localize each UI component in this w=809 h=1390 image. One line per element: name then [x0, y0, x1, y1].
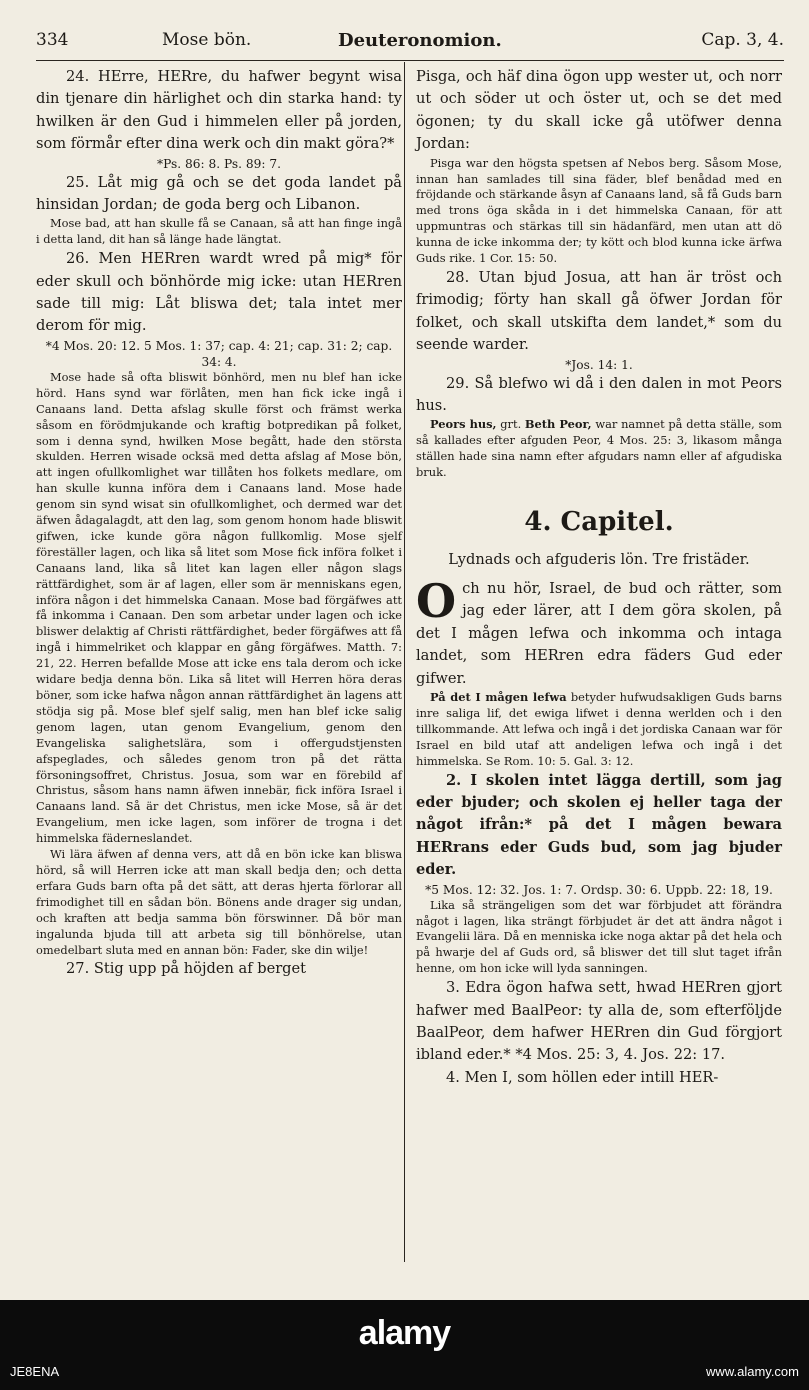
commentary-paragraph — [416, 690, 782, 770]
commentary-paragraph — [416, 417, 782, 481]
site-url: www.alamy.com — [706, 1364, 799, 1379]
cross-reference: *Ps. 86: 8. Ps. 89: 7. — [157, 156, 281, 171]
commentary-text: grt. — [496, 417, 525, 432]
verse-paragraph: 3. Edra ögon hafwa sett, hwad HERren gjort hafwer med BaalPeor: ty alla de, som efterföljde BaalPeor, dem hafwer HERren din Gud förgjort ibland eder.* *4 Mos. 25: 3, 4. Jos. 22: 17. — [416, 979, 782, 1064]
image-code: JE8ENA — [10, 1364, 60, 1379]
drop-cap: O — [416, 574, 457, 629]
chapter-reference: Cap. 3, 4. — [701, 30, 784, 50]
page-title: Deuteronomion. — [338, 30, 502, 51]
cross-reference: *Jos. 14: 1. — [565, 357, 633, 372]
page-number: 334 — [36, 30, 69, 50]
verse-paragraph: 29. Så blefwo wi då i den dalen in mot Peors hus. — [416, 374, 782, 414]
verse-paragraph: 26. Men HERren wardt wred på mig* för eder skull och bönhörde mig icke: utan HERren sade till mig: Låt bliswa det; tala intet mer derom för mig. — [36, 250, 402, 335]
commentary-text: war namnet på detta ställe, som så kallades efter afguden Peor, 4 Mos. 25: 3, likasom många ställen hade sina namn efter afgudars namn eller af afgudiska bruk. — [416, 417, 782, 480]
watermark-banner — [0, 1300, 809, 1390]
commentary-paragraph: Wi lära äfwen af denna vers, att då en bön icke kan bliswa hörd, så will Herren icke att man skall bedja den; och detta erfara Guds barn ofta på det sätt, att deras hjerta förlorar all frimodighet till en sådan bön. Bönens ande drager sig undan, och kraften att bedja samma bön förswinner. Då bör man ingalunda bjuda till att arbeta sig till bönhörelse, utan omedelbart sluta med en annan bön: Fader, ske din wilje! — [36, 847, 402, 957]
banner-logo: alamy — [358, 1314, 451, 1352]
chapter-subtitle: Lydnads och afguderis lön. Tre fristäder. — [448, 551, 750, 569]
book-name: Mose bön. — [162, 30, 252, 50]
verse-paragraph: 27. Stig upp på höjden af berget — [66, 960, 307, 978]
running-header — [36, 30, 784, 58]
commentary-text: betyder hufwudsakligen Guds barns inre saliga lif, det ewiga lifwet i denna werlden och i den tillkommande. Att lefwa och ingå i det jordiska Canaan war för Israel en bild utaf att andeligen lefwa och ingå i det himmelska. Se Rom. 10: 5. Gal. 3: 12. — [416, 690, 783, 768]
commentary-keyword: Beth Peor, — [524, 417, 592, 432]
commentary-keyword: På det I mågen lefwa — [430, 690, 567, 705]
verse-text: ch nu hör, Israel, de bud och rätter, som jag eder lärer, att I dem göra skolen, på det I mågen lefwa och inkomma och intaga landet, som HERren edra fäders Gud eder gifwer. — [416, 580, 782, 687]
commentary-paragraph: Pisga war den högsta spetsen af Nebos berg. Såsom Mose, innan han samlades till sina fäder, blef benådad med en fröjdande och stärkande åsyn af Canaans land, så få Guds barn med trons öga skåda in i det himmelska Canaan, för att uppmuntras och stärkas till sin hädanfärd, men utan att dö kunna de icke inkomma der; ty kött och blod kunna icke ärfwa Guds rike. 1 Cor. 15: 50. — [416, 155, 782, 266]
right-column — [416, 66, 782, 1089]
commentary-paragraph: Mose hade så ofta bliswit bönhörd, men nu blef han icke hörd. Hans synd war förlåten, men han fick icke ingå i Canaans land. Detta afslag skulle först och främst werka såsom en förödmjukande och kraftig botpredikan på folket, som i denna synd, hwilken Mose begått, hade den största skulden. Herren wisade ocksä med detta afslag af Mose bön, att ingen ofullkomlighet war tillåten hos folkets medlare, om han skulle kunna införa dem i Canaans land. Mose hade genom sin synd wisat sin ofullkomlighet, och dermed war det äfwen ådagalagdt, att den lag, som genom honom hade bliswit gifwen, icke kunde göra någon fullkomlig. Mose sjelf föreställer lagen, och lika så litet som Mose fick införa folket i Canaans land, lika så litet kan lagen eller någon slags rättfärdighet, som är af lagen, eller som är menniskans egen, införa någon i det himmelska Canaan. Mose bad förgäfwes att få inkomma i Canaan. Den som arbetar under lagen och icke bliswer delaktig af Christi rättfärdighet, beder förgäfwes att få ingå i himmelriket och klappar en gång förgäfwes. Matth. 7: 21, 22. Herren befallde Mose att icke ens tala derom och icke widare bedja denna bön. Lika så litet will Herren höra deras böner, som icke hafwa någon annan rättfärdighet än lagens att stödja sig på. Mose blef sjelf salig, men han blef icke salig genom lagen, utan genom Evangelium, genom den Evangeliska salighetslära, som i offergudstjensten afspeglades, och således genom tron på det rätta försoningsoffret, Christus. Josua, som war en förebild af Christus, såsom hans namn äfwen innebär, fick införa Israel i Canaans land. Så är det Christus, men icke Mose, så är det Evangelium, men icke lagen, som införer de trogna i det himmelska fäderneslandet. — [36, 369, 402, 846]
verse-paragraph: 28. Utan bjud Josua, att han är tröst och frimodig; förty han skall gå öfwer Jordan för folket, och skall utskifta dem landet,* som du seende warder. — [416, 268, 782, 354]
commentary-keyword: Peors hus, — [430, 417, 497, 432]
verse-paragraph-bold: 2. I skolen intet lägga dertill, som jag eder bjuder; och skolen ej heller taga der något ifrån:* på det I mågen bewara HERrans eder Guds bud, som jag bjuder eder. — [416, 771, 782, 879]
column-divider — [404, 62, 405, 1262]
verse-paragraph — [416, 574, 782, 690]
commentary-paragraph: Lika så strängeligen som det war förbjudet att förändra något i lagen, lika strängt förbjudet är det att ändra något i Evangelii lära. Då en menniska icke noga aktar på det hela och på hwarje del af Guds ord, så bliswer det till slut taget ifrån henne, om hon icke will lyda sanningen. — [416, 897, 782, 976]
verse-paragraph: 25. Låt mig gå och se det goda landet på hinsidan Jordan; de goda berg och Libanon. — [36, 173, 402, 214]
commentary-paragraph: Mose bad, att han skulle få se Canaan, så att han finge ingå i detta land, dit han så länge hade längtat. — [36, 216, 402, 247]
header-rule — [36, 60, 784, 61]
verse-paragraph: 4. Men I, som höllen eder intill HER- — [446, 1068, 719, 1086]
chapter-title: 4. Capitel. — [524, 507, 674, 538]
cross-reference: *5 Mos. 12: 32. Jos. 1: 7. Ordsp. 30: 6. Uppb. 22: 18, 19. — [425, 882, 773, 897]
verse-paragraph: 24. HErre, HERre, du hafwer begynt wisa din tjenare din härlighet och din starka hand: ty hwilken är den Gud i himmelen eller på jorden, som förmår efter dina werk och din makt göra?* — [36, 68, 402, 153]
verse-continuation: Pisga, och häf dina ögon upp wester ut, och norr ut och söder ut och öster ut, och se det med ögonen; ty du skall icke gå utöfwer denna Jordan: — [416, 68, 782, 153]
left-column — [36, 66, 402, 981]
cross-reference: *4 Mos. 20: 12. 5 Mos. 1: 37; cap. 4: 21; cap. 31: 2; cap. 34: 4. — [45, 338, 393, 369]
